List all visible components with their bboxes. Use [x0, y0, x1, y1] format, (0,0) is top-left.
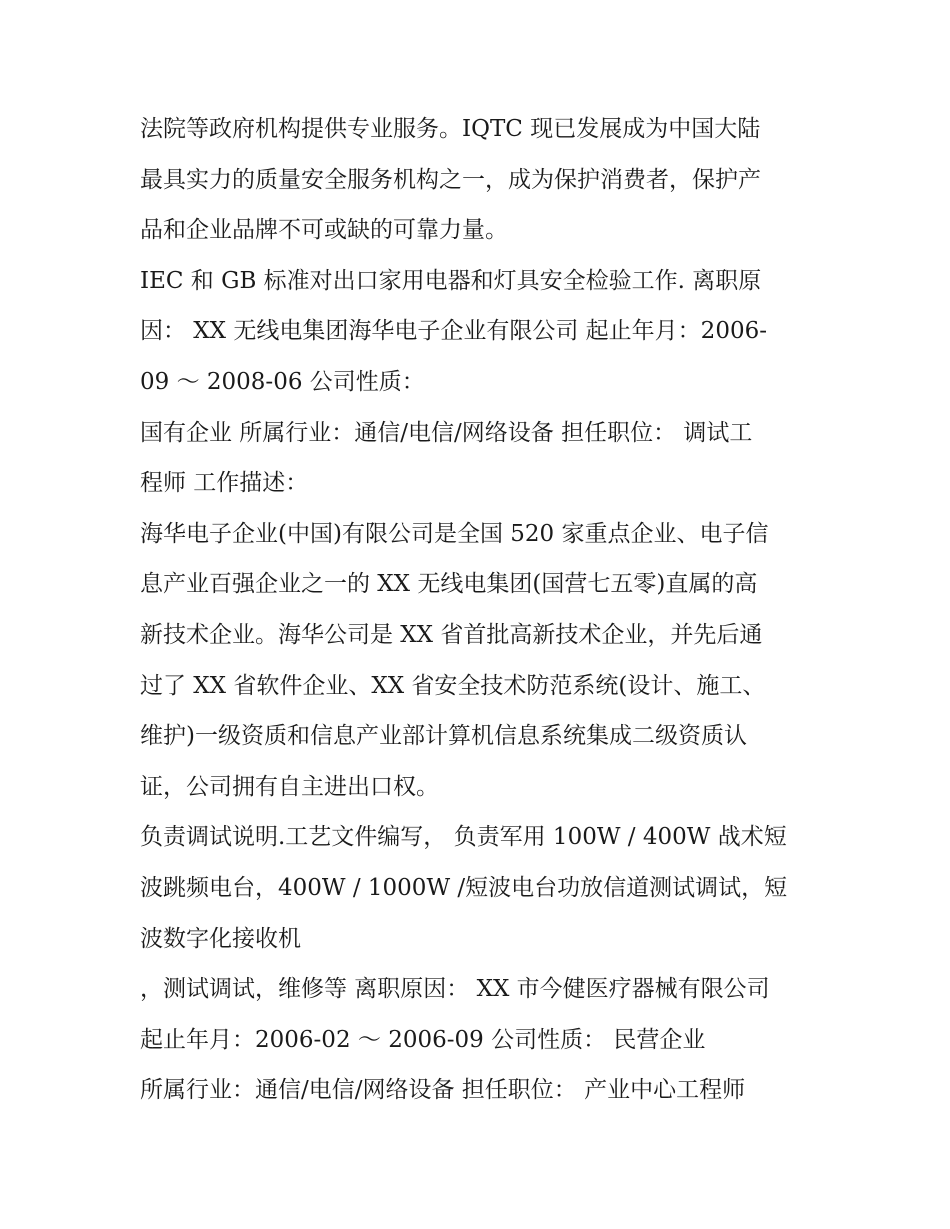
- text-line: 负责调试说明.工艺文件编写， 负责军用 100W / 400W 战术短: [140, 824, 787, 851]
- text-line: 国有企业 所属行业：通信/电信/网络设备 担任职位： 调试工: [140, 419, 753, 446]
- text-line: 起止年月：2006-02 ～ 2006-09 公司性质： 民营企业: [140, 1026, 706, 1053]
- text-line: 波数字化接收机: [140, 925, 301, 952]
- text-line: 法院等政府机构提供专业服务。IQTC 现已发展成为中国大陆: [140, 116, 761, 142]
- text-line: 息产业百强企业之一的 XX 无线电集团(国营七五零)直属的高: [140, 571, 758, 598]
- text-line: 维护)一级资质和信息产业部计算机信息系统集成二级资质认: [140, 723, 747, 750]
- text-line: 所属行业：通信/电信/网络设备 担任职位： 产业中心工程师: [140, 1077, 746, 1104]
- text-line: 因： XX 无线电集团海华电子企业有限公司 起止年月：2006-: [140, 318, 767, 345]
- text-line: ，测试调试，维修等 离职原因： XX 市今健医疗器械有限公司: [140, 976, 770, 1003]
- document-body: [140, 104, 820, 1116]
- text-line: 品和企业品牌不可或缺的可靠力量。: [140, 217, 508, 244]
- text-line: 海华电子企业(中国)有限公司是全国 520 家重点企业、电子信: [140, 520, 769, 547]
- text-line: 09 ～ 2008-06 公司性质：: [140, 368, 425, 395]
- text-line: 过了 XX 省软件企业、XX 省安全技术防范系统(设计、施工、: [140, 672, 766, 699]
- text-line: 证，公司拥有自主进出口权。: [140, 773, 439, 800]
- text-line: IEC 和 GB 标准对出口家用电器和灯具安全检验工作. 离职原: [140, 267, 762, 294]
- text-line: 波跳频电台，400W / 1000W /短波电台功放信道测试调试，短: [140, 874, 788, 901]
- text-line: 程师 工作描述：: [140, 470, 309, 497]
- text-line: 最具实力的质量安全服务机构之一，成为保护消费者，保护产: [140, 166, 761, 193]
- text-line: 新技术企业。海华公司是 XX 省首批高新技术企业，并先后通: [140, 621, 763, 648]
